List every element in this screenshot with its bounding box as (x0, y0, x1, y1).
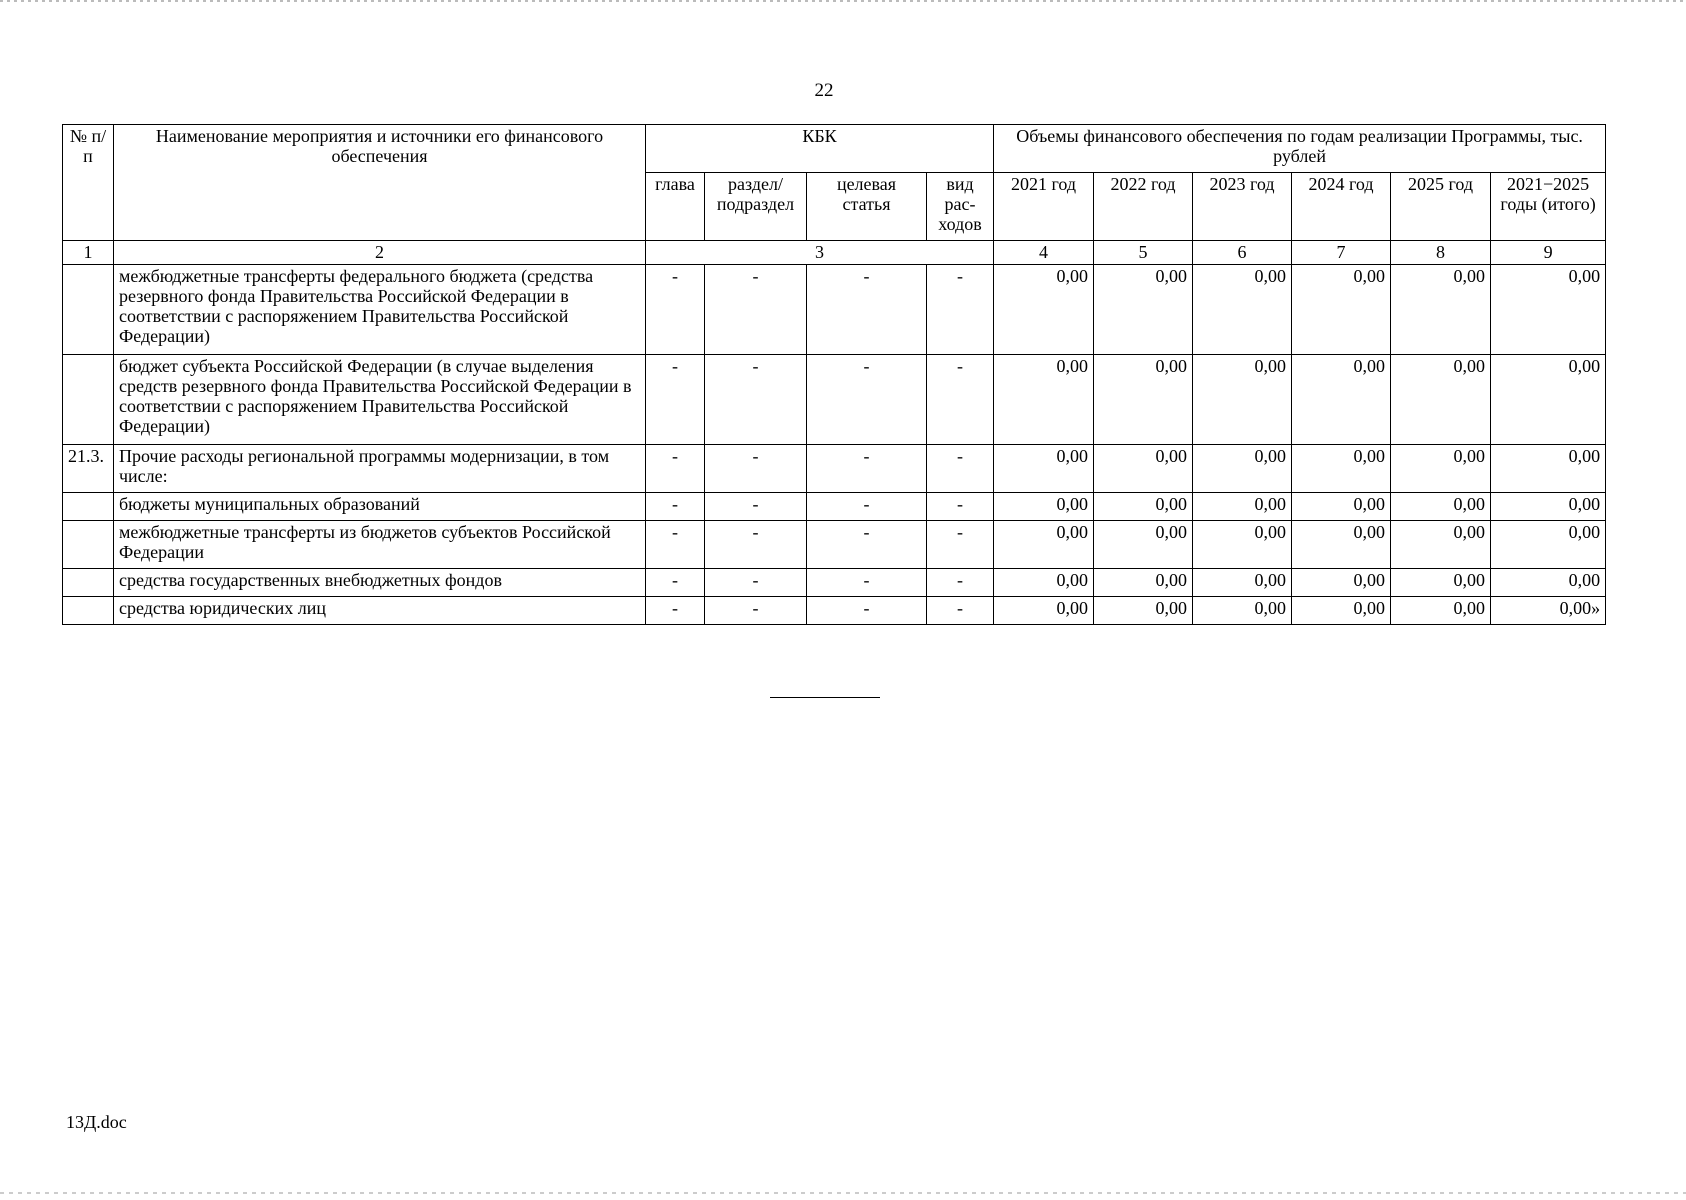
page-number: 22 (814, 80, 834, 101)
row-razdel: - (705, 569, 807, 597)
table-row (63, 355, 1606, 445)
row-celevaya: - (807, 521, 927, 569)
row-2023: 0,00 (1193, 569, 1292, 597)
row-celevaya: - (807, 355, 927, 445)
row-2024: 0,00 (1292, 569, 1391, 597)
row-2023: 0,00 (1193, 493, 1292, 521)
header-2025: 2025 год (1391, 173, 1491, 241)
row-name: межбюджетные трансферты федерального бюджета (средства резервного фонда Правительства Российской Федерации в соответствии с распоряжением Правительства Российской Федерации) (114, 265, 646, 355)
row-total: 0,00 (1491, 265, 1606, 355)
header-glava: глава (646, 173, 705, 241)
row-2021: 0,00 (994, 445, 1094, 493)
table-row (63, 569, 1606, 597)
row-name: средства юридических лиц (114, 597, 646, 625)
row-2021: 0,00 (994, 597, 1094, 625)
row-name: бюджеты муниципальных образований (114, 493, 646, 521)
row-2025: 0,00 (1391, 265, 1491, 355)
row-vid: - (927, 445, 994, 493)
row-name: бюджет субъекта Российской Федерации (в случае выделения средств резервного фонда Правительства Российской Федерации в соответствии с распоряжением Правительства Российской Федерации) (114, 355, 646, 445)
row-2021: 0,00 (994, 355, 1094, 445)
row-2023: 0,00 (1193, 521, 1292, 569)
row-celevaya: - (807, 569, 927, 597)
row-2022: 0,00 (1094, 597, 1193, 625)
table-row (63, 445, 1606, 493)
row-2025: 0,00 (1391, 445, 1491, 493)
column-number: 5 (1094, 241, 1193, 265)
footer-filename: 13Д.doc (66, 1112, 127, 1132)
row-razdel: - (705, 597, 807, 625)
row-glava: - (646, 355, 705, 445)
separator-line (770, 697, 880, 698)
row-name: Прочие расходы региональной программы модернизации, в том числе: (114, 445, 646, 493)
header-kbk: КБК (646, 125, 994, 173)
row-2021: 0,00 (994, 569, 1094, 597)
row-total: 0,00 (1491, 445, 1606, 493)
row-2025: 0,00 (1391, 597, 1491, 625)
row-vid: - (927, 597, 994, 625)
row-2023: 0,00 (1193, 597, 1292, 625)
column-number: 8 (1391, 241, 1491, 265)
row-2021: 0,00 (994, 265, 1094, 355)
row-razdel: - (705, 493, 807, 521)
header-2022: 2022 год (1094, 173, 1193, 241)
row-num (63, 355, 114, 445)
header-total: 2021−2025 годы (итого) (1491, 173, 1606, 241)
header-num: № п/п (63, 125, 114, 241)
row-num (63, 265, 114, 355)
row-2023: 0,00 (1193, 265, 1292, 355)
header-volumes: Объемы финансового обеспечения по годам реализации Программы, тыс. рублей (994, 125, 1606, 173)
header-2024: 2024 год (1292, 173, 1391, 241)
header-2021: 2021 год (994, 173, 1094, 241)
row-glava: - (646, 445, 705, 493)
row-glava: - (646, 521, 705, 569)
row-celevaya: - (807, 265, 927, 355)
row-2024: 0,00 (1292, 597, 1391, 625)
row-2025: 0,00 (1391, 355, 1491, 445)
table-row (63, 265, 1606, 355)
row-2022: 0,00 (1094, 521, 1193, 569)
row-num (63, 521, 114, 569)
row-total: 0,00 (1491, 569, 1606, 597)
row-razdel: - (705, 265, 807, 355)
row-2022: 0,00 (1094, 493, 1193, 521)
row-num (63, 493, 114, 521)
row-celevaya: - (807, 597, 927, 625)
row-2025: 0,00 (1391, 521, 1491, 569)
header-2023: 2023 год (1193, 173, 1292, 241)
row-num: 21.3. (63, 445, 114, 493)
row-total: 0,00 (1491, 355, 1606, 445)
scan-edge-bottom (0, 1192, 1686, 1194)
scan-edge-top (0, 0, 1686, 2)
row-2021: 0,00 (994, 493, 1094, 521)
row-vid: - (927, 569, 994, 597)
row-total: 0,00» (1491, 597, 1606, 625)
column-number: 3 (646, 241, 994, 265)
row-razdel: - (705, 445, 807, 493)
row-2024: 0,00 (1292, 445, 1391, 493)
row-2023: 0,00 (1193, 445, 1292, 493)
row-2022: 0,00 (1094, 355, 1193, 445)
column-number: 9 (1491, 241, 1606, 265)
table-row (63, 521, 1606, 569)
row-total: 0,00 (1491, 493, 1606, 521)
row-vid: - (927, 355, 994, 445)
table-row (63, 597, 1606, 625)
row-2022: 0,00 (1094, 445, 1193, 493)
row-glava: - (646, 265, 705, 355)
row-vid: - (927, 521, 994, 569)
row-2022: 0,00 (1094, 265, 1193, 355)
row-2025: 0,00 (1391, 493, 1491, 521)
row-name: межбюджетные трансферты из бюджетов субъектов Российской Федерации (114, 521, 646, 569)
row-2024: 0,00 (1292, 355, 1391, 445)
row-num (63, 569, 114, 597)
column-number: 6 (1193, 241, 1292, 265)
header-vid: вид рас- ходов (927, 173, 994, 241)
financing-table (62, 124, 1606, 625)
row-2023: 0,00 (1193, 355, 1292, 445)
row-vid: - (927, 493, 994, 521)
column-number: 4 (994, 241, 1094, 265)
row-2022: 0,00 (1094, 569, 1193, 597)
row-glava: - (646, 597, 705, 625)
row-vid: - (927, 265, 994, 355)
header-name: Наименование мероприятия и источники его финансового обеспечения (114, 125, 646, 241)
row-2024: 0,00 (1292, 265, 1391, 355)
header-razdel: раздел/ подраздел (705, 173, 807, 241)
table-row (63, 493, 1606, 521)
row-num (63, 597, 114, 625)
row-2024: 0,00 (1292, 521, 1391, 569)
row-2024: 0,00 (1292, 493, 1391, 521)
row-glava: - (646, 569, 705, 597)
row-celevaya: - (807, 445, 927, 493)
row-celevaya: - (807, 493, 927, 521)
column-number: 2 (114, 241, 646, 265)
row-2025: 0,00 (1391, 569, 1491, 597)
column-number: 1 (63, 241, 114, 265)
column-number: 7 (1292, 241, 1391, 265)
column-number-row (63, 241, 1606, 265)
row-total: 0,00 (1491, 521, 1606, 569)
row-razdel: - (705, 355, 807, 445)
row-glava: - (646, 493, 705, 521)
row-razdel: - (705, 521, 807, 569)
row-name: средства государственных внебюджетных фондов (114, 569, 646, 597)
table-body (63, 265, 1606, 625)
row-2021: 0,00 (994, 521, 1094, 569)
header-celevaya: целевая статья (807, 173, 927, 241)
